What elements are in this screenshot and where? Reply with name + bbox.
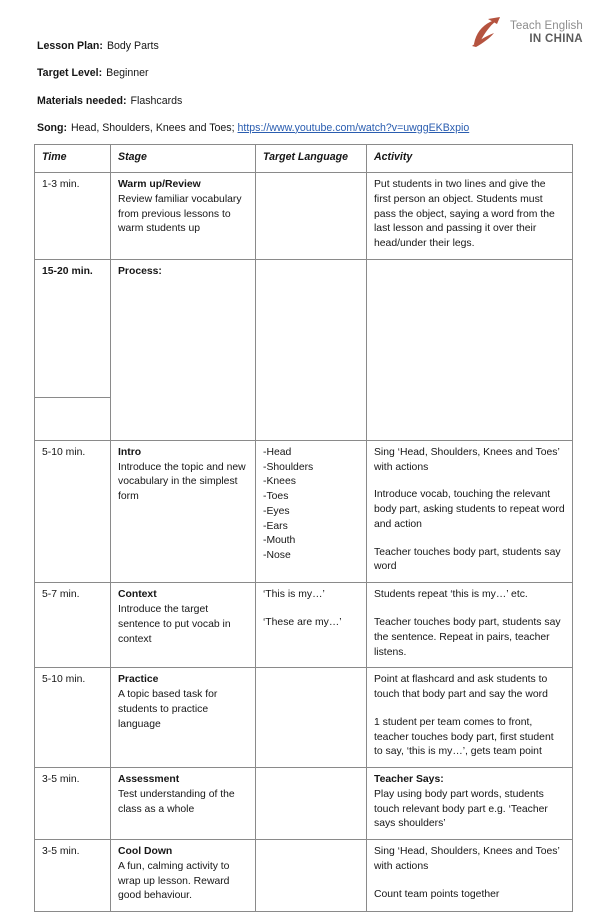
cell-time: 1-3 min. (35, 173, 111, 260)
vocab-item: -Knees (263, 476, 296, 488)
table-row (35, 173, 573, 260)
vocab-item: -Eyes (263, 505, 290, 517)
cell-target-language (256, 768, 367, 840)
target-level-label: Target Level: (37, 67, 103, 80)
stage-description: Test understanding of the class as a whole (118, 788, 235, 815)
lesson-plan-value: Body Parts (106, 40, 159, 52)
vocab-item: -Nose (263, 550, 291, 562)
cell-target-language (256, 668, 367, 768)
activity-paragraph: Put students in two lines and give the first person an object. Students must pass the object, saying a word from the last lesson and passing it over their head/under their legs. (374, 179, 555, 250)
lesson-plan-label: Lesson Plan: (37, 40, 103, 52)
lesson-plan-table (34, 144, 573, 912)
stage-description: Review familiar vocabulary from previous lessons to warm students up (118, 193, 242, 235)
activity-title: Teacher Says: (374, 774, 444, 786)
stage-title: Practice (118, 674, 159, 686)
column-header-stage: Stage (111, 145, 256, 173)
vocab-item: -Ears (263, 520, 288, 532)
logo-line-1: Teach English (510, 20, 583, 33)
cell-time: 3-5 min. (35, 840, 111, 912)
meta-target-level (37, 67, 567, 81)
table-row (35, 259, 573, 397)
activity-paragraph: Teacher touches body part, students say word (374, 546, 561, 573)
vocab-item: -Toes (263, 491, 289, 503)
cell-target-language (256, 259, 367, 440)
song-url-link[interactable]: https://www.youtube.com/watch?v=uwggEKBxpio (237, 121, 470, 134)
column-header-target-language: Target Language (256, 145, 367, 173)
cell-stage (111, 840, 256, 912)
cell-stage (111, 440, 256, 582)
cell-stage (111, 259, 256, 440)
cell-activity (367, 668, 573, 768)
stage-description: A fun, calming activity to wrap up lesson. Reward good behaviour. (118, 860, 230, 902)
cell-time: 5-7 min. (35, 583, 111, 668)
meta-song (37, 122, 567, 136)
activity-paragraph: Students repeat ‘this is my…’ etc. (374, 589, 528, 601)
song-value: Head, Shoulders, Knees and Toes; (71, 121, 235, 134)
materials-label: Materials needed: (37, 94, 127, 107)
cell-target-language (256, 173, 367, 260)
stage-description: Introduce the topic and new vocabulary in the simplest form (118, 461, 246, 503)
stage-title: Assessment (118, 774, 180, 786)
cell-time: 5-10 min. (35, 440, 111, 582)
stage-title: Warm up/Review (118, 179, 201, 191)
logo-line-2: IN CHINA (529, 33, 583, 45)
cell-activity (367, 768, 573, 840)
cell-activity (367, 173, 573, 260)
cell-activity (367, 259, 573, 440)
cell-stage (111, 583, 256, 668)
cell-target-language (256, 583, 367, 668)
activity-paragraph: Sing ‘Head, Shoulders, Knees and Toes’ with actions (374, 846, 560, 872)
cell-stage (111, 768, 256, 840)
lesson-meta-block (37, 40, 567, 149)
column-header-time: Time (35, 145, 111, 173)
meta-materials (37, 95, 567, 109)
vocab-item: -Head (263, 446, 292, 458)
table-row (35, 440, 573, 582)
target-phrase: ‘This is my…’ (263, 589, 325, 601)
stage-title: Cool Down (118, 846, 173, 858)
table-row (35, 768, 573, 840)
song-label: Song: (37, 121, 68, 134)
cell-time-empty (35, 397, 111, 440)
cell-target-language (256, 440, 367, 582)
table-row (35, 840, 573, 912)
table-row (35, 583, 573, 668)
stage-description: A topic based task for students to practice language (118, 689, 218, 730)
cell-activity (367, 840, 573, 912)
target-level-value: Beginner (106, 67, 149, 80)
activity-paragraph: Sing ‘Head, Shoulders, Knees and Toes’ with actions (374, 446, 560, 473)
activity-paragraph: Play using body part words, students touch relevant body part e.g. ‘Teacher says shoulders’ (374, 788, 548, 830)
vocab-item: -Mouth (263, 535, 296, 547)
activity-paragraph: 1 student per team comes to front, teacher touches body part, first student to say, ‘this is my…’, gets team point (374, 716, 554, 758)
stage-title: Intro (118, 446, 142, 458)
cell-stage (111, 173, 256, 260)
cell-stage (111, 668, 256, 768)
stage-description: Introduce the target sentence to put vocab in context (118, 603, 231, 645)
stage-title: Context (118, 589, 157, 601)
column-header-activity: Activity (367, 145, 573, 173)
cell-activity (367, 440, 573, 582)
cell-activity (367, 583, 573, 668)
cell-time: 3-5 min. (35, 768, 111, 840)
cell-target-language (256, 840, 367, 912)
stage-title: Process: (118, 265, 162, 277)
activity-paragraph: Count team points together (374, 888, 500, 900)
target-phrase: ‘These are my…’ (263, 616, 342, 628)
meta-lesson-plan (37, 40, 567, 54)
cell-time: 15-20 min. (35, 259, 111, 397)
table-row (35, 668, 573, 768)
activity-paragraph: Point at flashcard and ask students to touch that body part and say the word (374, 674, 548, 701)
materials-value: Flashcards (130, 94, 183, 107)
vocab-item: -Shoulders (263, 461, 314, 473)
activity-paragraph: Teacher touches body part, students say the sentence. Repeat in pairs, teacher listens. (374, 616, 561, 658)
activity-paragraph: Introduce vocab, touching the relevant body part, asking students to repeat word and action (374, 489, 565, 530)
cell-time: 5-10 min. (35, 668, 111, 768)
table-header-row (35, 145, 573, 173)
